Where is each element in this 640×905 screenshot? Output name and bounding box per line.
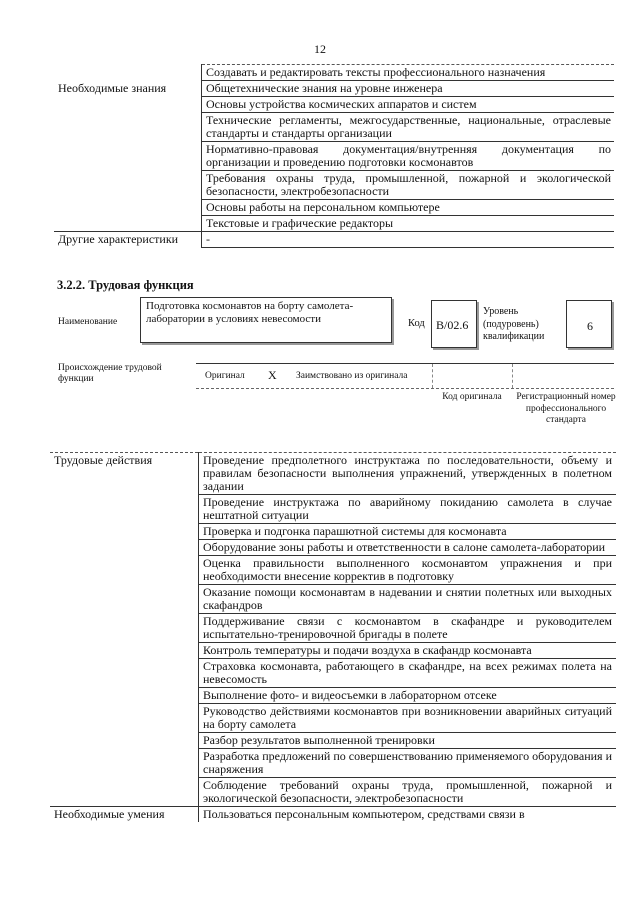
row-label: Необходимые знания [58, 80, 167, 95]
table-row [50, 807, 616, 823]
row-value: Оборудование зоны работы и ответственности в салоне самолета-лаборатории [199, 540, 617, 556]
row-label [54, 171, 202, 200]
row-label [50, 643, 199, 659]
row-label [50, 585, 199, 614]
row-value: Поддерживание связи с космонавтом в скафандре и руководителем испытательно-тренировочной бригады в полете [199, 614, 617, 643]
row-label [50, 540, 199, 556]
row-label [50, 749, 199, 778]
row-value: Выполнение фото- и видеосъемки в лабораторном отсеке [199, 688, 617, 704]
row-value: Требования охраны труда, промышленной, пожарной и экологической безопасности, электробезопасности [202, 171, 615, 200]
table-row [50, 585, 616, 614]
row-value: Текстовые и графические редакторы [202, 216, 615, 232]
row-label [54, 113, 202, 142]
row-label [50, 556, 199, 585]
row-label [50, 524, 199, 540]
row-value: Разработка предложений по совершенствованию применяемого оборудования и снаряжения [199, 749, 617, 778]
row-label [50, 659, 199, 688]
original-mark: X [268, 368, 277, 382]
level-value: 6 [587, 319, 593, 333]
origin-label: Происхождение трудовой функции [58, 363, 162, 384]
row-value: Нормативно-правовая документация/внутренняя документация по организации и проведению подготовки космонавтов [202, 142, 615, 171]
table-row [50, 643, 616, 659]
table-row [54, 81, 614, 97]
table-row [54, 200, 614, 216]
row-label [50, 495, 199, 524]
row-value: Контроль температуры и подачи воздуха в скафандр космонавта [199, 643, 617, 659]
table-row [50, 733, 616, 749]
row-value: Оценка правильности выполненного космонавтом упражнения и при необходимости внесение корректив в подготовку [199, 556, 617, 585]
row-label [50, 614, 199, 643]
row-value: Оказание помощи космонавтам в надевании и снятии полетных или выходных скафандров [199, 585, 617, 614]
code-label: Код [408, 318, 425, 329]
origin-divider [432, 364, 433, 388]
row-label [54, 97, 202, 113]
row-label [54, 65, 202, 81]
row-label: Необходимые умения [50, 807, 199, 823]
code-value: B/02.6 [436, 318, 469, 332]
table-row [50, 704, 616, 733]
table-row [50, 749, 616, 778]
knowledge-table [54, 64, 614, 248]
table-row [54, 65, 614, 81]
name-label: Наименование [58, 317, 118, 327]
row-label [50, 733, 199, 749]
row-value: Проведение инструктажа по аварийному покиданию самолета в случае нештатной ситуации [199, 495, 617, 524]
row-value: Основы устройства космических аппаратов и систем [202, 97, 615, 113]
table-row [50, 778, 616, 807]
borrowed-label: Заимствовано из оригинала [296, 371, 408, 381]
row-value: Страховка космонавта, работающего в скафандре, на всех режимах полета на невесомость [199, 659, 617, 688]
reg-number-caption: Регистрационный номер профессионального стандарта [516, 392, 616, 425]
table-row [50, 540, 616, 556]
table-row [50, 556, 616, 585]
table-row [50, 688, 616, 704]
row-value: Общетехнические знания на уровне инженера [202, 81, 615, 97]
row-value: Пользоваться персональным компьютером, средствами связи в [199, 807, 617, 823]
row-label [50, 688, 199, 704]
row-label [50, 778, 199, 807]
row-value: Соблюдение требований охраны труда, промышленной, пожарной и экологической безопасности, электробезопасности [199, 778, 617, 807]
table-row [50, 495, 616, 524]
row-value: Проведение предполетного инструктажа по последовательности, объему и правилам безопасности выполнения упражнений, утвержденных в полетном задании [199, 453, 617, 495]
code-original-caption: Код оригинала [442, 392, 502, 402]
row-value: Технические регламенты, межгосударственные, национальные, отраслевые стандарты и стандарты организации [202, 113, 615, 142]
table-row [54, 113, 614, 142]
table-row [50, 659, 616, 688]
table-row [54, 232, 614, 248]
table-row [50, 453, 616, 495]
row-value: Проверка и подгонка парашютной системы для космонавта [199, 524, 617, 540]
row-label: Другие характеристики [54, 232, 202, 248]
labor-actions-table [50, 452, 616, 822]
table-row [54, 142, 614, 171]
level-label: Уровень (подуровень) квалификации [483, 306, 545, 342]
row-label [54, 200, 202, 216]
row-value: Создавать и редактировать тексты профессионального назначения [202, 65, 615, 81]
row-value: Руководство действиями космонавтов при возникновении аварийных ситуаций на борту самолета [199, 704, 617, 733]
row-label [54, 216, 202, 232]
name-value: Подготовка космонавтов на борту самолета-лаборатории в условиях невесомости [146, 300, 354, 325]
row-value: - [202, 232, 615, 248]
table-row [50, 614, 616, 643]
table-row [54, 216, 614, 232]
origin-divider [512, 364, 513, 388]
row-label [50, 704, 199, 733]
row-label [54, 142, 202, 171]
page-number: 12 [314, 42, 326, 56]
row-label: Трудовые действия [50, 453, 199, 495]
original-label: Оригинал [205, 371, 245, 381]
table-row [54, 97, 614, 113]
section-title: 3.2.2. Трудовая функция [57, 278, 194, 292]
row-value: Основы работы на персональном компьютере [202, 200, 615, 216]
table-row [54, 171, 614, 200]
row-value: Разбор результатов выполненной тренировки [199, 733, 617, 749]
table-row [50, 524, 616, 540]
